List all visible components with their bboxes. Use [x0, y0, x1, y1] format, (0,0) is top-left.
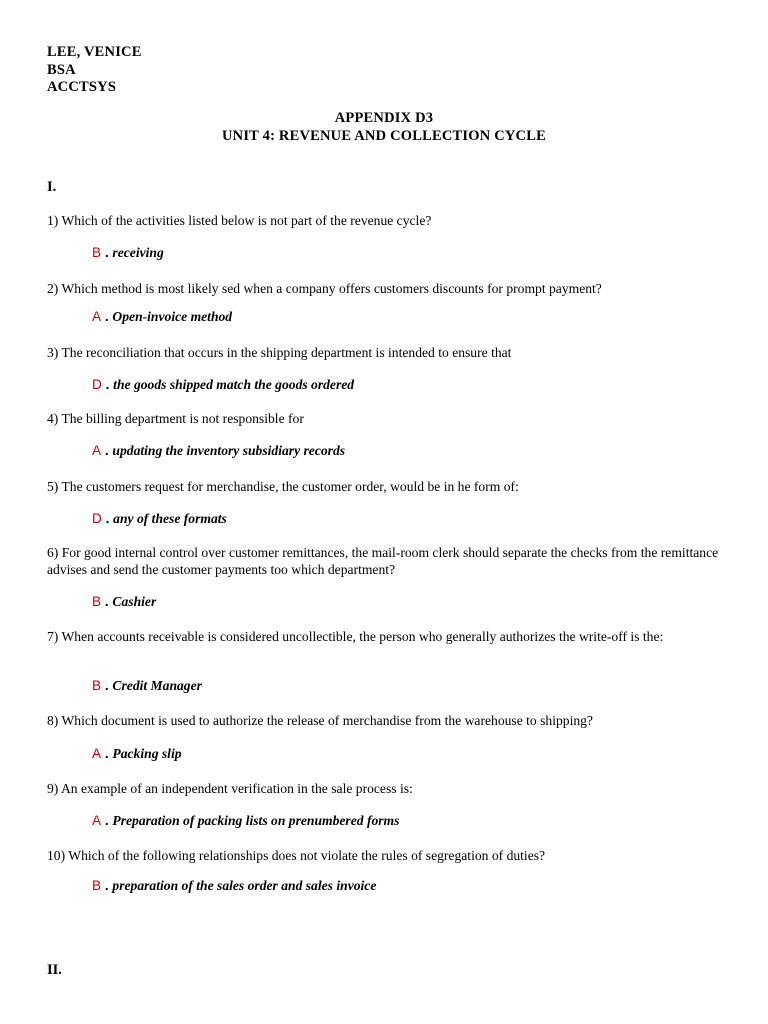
answer-separator: .: [101, 443, 113, 458]
answer-separator: .: [101, 813, 113, 828]
course-code: ACCTSYS: [47, 79, 117, 95]
answer-text: the goods shipped match the goods ordered: [113, 377, 355, 392]
answer-text: Credit Manager: [112, 678, 202, 693]
answer-separator: .: [101, 377, 114, 392]
answer: [92, 878, 376, 894]
answer-letter: B: [92, 594, 102, 609]
answer-text: any of these formats: [113, 511, 227, 526]
answer: [92, 511, 227, 527]
question-text: 3) The reconciliation that occurs in the shipping department is intended to ensure that: [47, 345, 512, 360]
student-name: LEE, VENICE: [47, 44, 142, 60]
answer-separator: .: [101, 878, 113, 893]
answer-letter: A: [92, 746, 102, 761]
answer-separator: .: [101, 678, 113, 693]
question-text: 1) Which of the activities listed below is not part of the revenue cycle?: [47, 213, 432, 228]
answer: [92, 377, 354, 393]
question-text: 5) The customers request for merchandise, the customer order, would be in he form of:: [47, 479, 519, 494]
answer-separator: .: [101, 746, 113, 761]
answer-separator: .: [101, 511, 114, 526]
question-text: 8) Which document is used to authorize the release of merchandise from the warehouse to shipping?: [47, 713, 593, 728]
answer-text: Cashier: [112, 594, 157, 609]
appendix-title: APPENDIX D3: [334, 110, 434, 126]
unit-title: UNIT 4: REVENUE AND COLLECTION CYCLE: [222, 128, 546, 144]
answer: [92, 678, 202, 694]
answer-text: Packing slip: [112, 746, 182, 761]
answer: [92, 813, 399, 829]
answer: [92, 309, 232, 325]
answer-separator: .: [101, 245, 113, 260]
question-text: 7) When accounts receivable is considered uncollectible, the person who generally authorizes the write-off is the:: [47, 629, 664, 644]
question-text: 2) Which method is most likely sed when a company offers customers discounts for prompt payment?: [47, 281, 602, 296]
answer-separator: .: [101, 309, 113, 324]
question-text: 6) For good internal control over customer remittances, the mail-room clerk should separate the checks from the remittance advises and send the customer payments too which department?: [47, 545, 719, 577]
answer-letter: D: [92, 511, 102, 526]
student-program: BSA: [47, 62, 76, 78]
question-text: 9) An example of an independent verification in the sale process is:: [47, 781, 413, 796]
answer: [92, 594, 156, 610]
answer-letter: D: [92, 377, 102, 392]
answer-letter: A: [92, 309, 102, 324]
answer-text: updating the inventory subsidiary records: [112, 443, 346, 458]
answer-text: Preparation of packing lists on prenumbered forms: [112, 813, 400, 828]
answer-letter: A: [92, 813, 102, 828]
question-text: 10) Which of the following relationships does not violate the rules of segregation of duties?: [47, 848, 546, 863]
answer: [92, 746, 182, 762]
answer: [92, 245, 164, 261]
section-label-i: I.: [47, 179, 57, 195]
section-label-ii: II.: [47, 962, 62, 978]
answer-letter: A: [92, 443, 102, 458]
answer-letter: B: [92, 878, 102, 893]
answer-letter: B: [92, 678, 102, 693]
question-text: 4) The billing department is not responsible for: [47, 411, 304, 426]
answer: [92, 443, 345, 459]
answer-letter: B: [92, 245, 102, 260]
answer-text: Open-invoice method: [112, 309, 233, 324]
answer-separator: .: [101, 594, 113, 609]
answer-text: preparation of the sales order and sales invoice: [112, 878, 377, 893]
answer-text: receiving: [112, 245, 164, 260]
